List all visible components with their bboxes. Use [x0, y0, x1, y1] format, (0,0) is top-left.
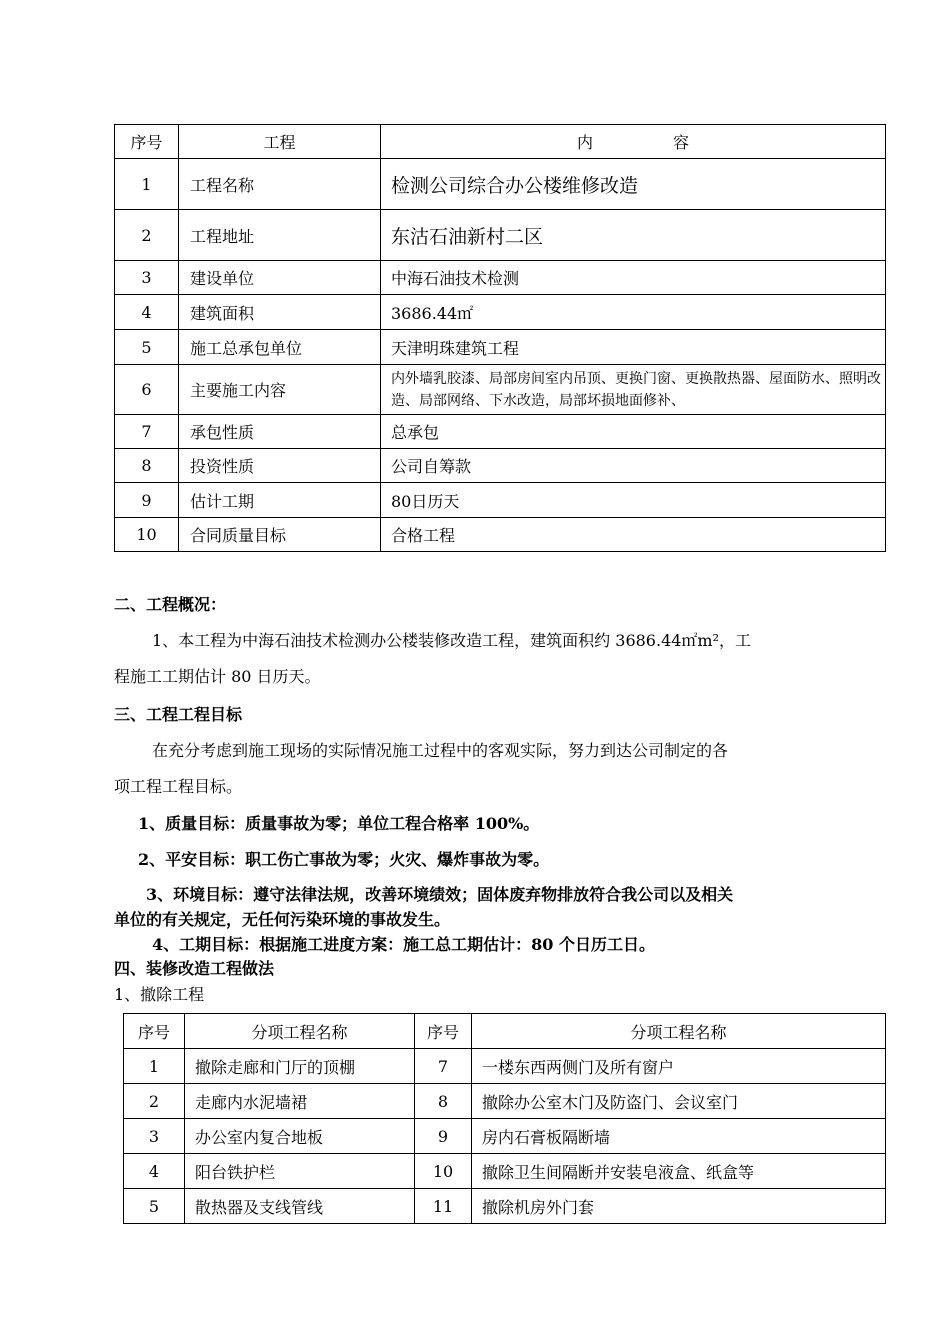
row-name-a: 阳台铁护栏 — [185, 1154, 415, 1189]
table-row — [115, 449, 886, 483]
project-info-table — [114, 124, 886, 552]
section2-para-line1: 1、本工程为中海石油技术检测办公楼装修改造工程，建筑面积约 3686.44㎡m²，工 — [152, 631, 752, 650]
row-content: 3686.44㎡ — [381, 295, 886, 330]
row-content: 东沽石油新村二区 — [381, 210, 886, 261]
row-name-b: 撤除机房外门套 — [472, 1189, 886, 1224]
section2-heading: 二、工程概况： — [114, 595, 227, 614]
section2-para-line2: 程施工工期估计 80 日历天。 — [114, 667, 321, 686]
row-item: 工程地址 — [179, 210, 381, 261]
header-name-b: 分项工程名称 — [472, 1014, 886, 1049]
row-name-b: 房内石膏板隔断墙 — [472, 1119, 886, 1154]
row-no-b: 7 — [415, 1049, 472, 1084]
row-content: 合格工程 — [381, 518, 886, 552]
row-no: 10 — [115, 518, 179, 552]
row-item: 建设单位 — [179, 261, 381, 295]
row-item: 施工总承包单位 — [179, 330, 381, 365]
table-row — [124, 1119, 886, 1154]
row-name-b: 撤除办公室木门及防盗门、会议室门 — [472, 1084, 886, 1119]
row-item: 合同质量目标 — [179, 518, 381, 552]
row-no-b: 9 — [415, 1119, 472, 1154]
section4-heading: 四、装修改造工程做法 — [114, 959, 275, 978]
header-no-b: 序号 — [415, 1014, 472, 1049]
row-name-a: 办公室内复合地板 — [185, 1119, 415, 1154]
section4-sub1: 1、撤除工程 — [114, 985, 205, 1004]
goal-safety: 2、平安目标：职工伤亡事故为零；火灾、爆炸事故为零。 — [138, 850, 550, 869]
section3-intro-line2: 项工程工程目标。 — [114, 777, 243, 796]
table-row — [115, 365, 886, 415]
header-content: 内 容 — [381, 125, 886, 159]
section3-intro-line1: 在充分考虑到施工现场的实际情况施工过程中的客观实际，努力到达公司制定的各 — [152, 741, 729, 760]
row-content: 检测公司综合办公楼维修改造 — [381, 159, 886, 210]
row-item: 主要施工内容 — [179, 365, 381, 415]
row-name-b: 撤除卫生间隔断并安装皂液盒、纸盒等 — [472, 1154, 886, 1189]
row-no: 1 — [115, 159, 179, 210]
goal-schedule: 4、工期目标：根据施工进度方案：施工总工期估计：80 个日历工日。 — [152, 935, 655, 954]
table-row — [115, 483, 886, 518]
row-no-b: 11 — [415, 1189, 472, 1224]
table-row — [124, 1084, 886, 1119]
row-content: 总承包 — [381, 415, 886, 449]
table-row — [115, 295, 886, 330]
table-row — [115, 210, 886, 261]
row-content: 80日历天 — [381, 483, 886, 518]
row-no: 2 — [115, 210, 179, 261]
row-item: 估计工期 — [179, 483, 381, 518]
header-no-a: 序号 — [124, 1014, 185, 1049]
header-item: 工程 — [179, 125, 381, 159]
header-no: 序号 — [115, 125, 179, 159]
row-no: 3 — [115, 261, 179, 295]
goal-environment-line1: 3、环境目标：遵守法律法规，改善环境绩效；固体废弃物排放符合我公司以及相关 — [146, 885, 734, 904]
row-content: 公司自筹款 — [381, 449, 886, 483]
table-header-row — [115, 125, 886, 159]
row-no: 9 — [115, 483, 179, 518]
row-no-b: 8 — [415, 1084, 472, 1119]
table-row — [115, 415, 886, 449]
table-row — [115, 330, 886, 365]
row-name-a: 散热器及支线管线 — [185, 1189, 415, 1224]
row-no: 6 — [115, 365, 179, 415]
row-no: 4 — [115, 295, 179, 330]
row-no-a: 2 — [124, 1084, 185, 1119]
row-no-a: 1 — [124, 1049, 185, 1084]
row-name-b: 一楼东西两侧门及所有窗户 — [472, 1049, 886, 1084]
row-content: 内外墙乳胶漆、局部房间室内吊顶、更换门窗、更换散热器、屋面防水、照明改造、局部网络、下水改造，局部坏损地面修补、 — [381, 365, 886, 415]
row-item: 建筑面积 — [179, 295, 381, 330]
row-content: 天津明珠建筑工程 — [381, 330, 886, 365]
row-name-a: 撤除走廊和门厅的顶棚 — [185, 1049, 415, 1084]
row-no-a: 4 — [124, 1154, 185, 1189]
table-row — [115, 518, 886, 552]
table-row — [124, 1049, 886, 1084]
section3-heading: 三、工程工程目标 — [114, 705, 243, 724]
table-header-row — [124, 1014, 886, 1049]
table-row — [115, 261, 886, 295]
row-no: 5 — [115, 330, 179, 365]
goal-quality: 1、质量目标：质量事故为零；单位工程合格率 100%。 — [138, 814, 540, 833]
header-name-a: 分项工程名称 — [185, 1014, 415, 1049]
row-no-a: 5 — [124, 1189, 185, 1224]
row-name-a: 走廊内水泥墙裙 — [185, 1084, 415, 1119]
row-item: 工程名称 — [179, 159, 381, 210]
row-content: 中海石油技术检测 — [381, 261, 886, 295]
goal-environment-line2: 单位的有关规定，无任何污染环境的事故发生。 — [114, 910, 451, 929]
table-row — [115, 159, 886, 210]
row-item: 承包性质 — [179, 415, 381, 449]
row-item: 投资性质 — [179, 449, 381, 483]
table-row — [124, 1154, 886, 1189]
row-no: 8 — [115, 449, 179, 483]
row-no-b: 10 — [415, 1154, 472, 1189]
table-row — [124, 1189, 886, 1224]
row-no-a: 3 — [124, 1119, 185, 1154]
row-no: 7 — [115, 415, 179, 449]
demolition-table — [123, 1013, 886, 1224]
